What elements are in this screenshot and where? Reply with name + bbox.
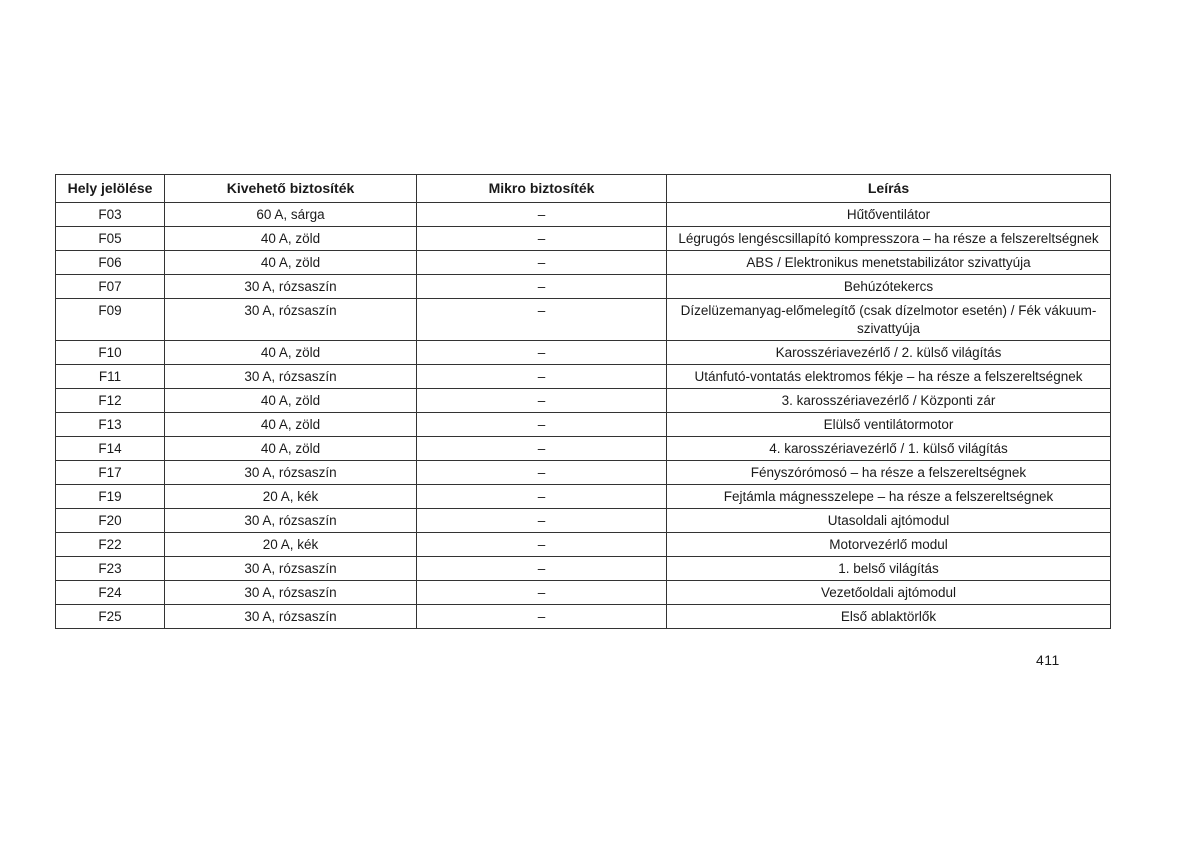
cell-micro-fuse: – <box>417 605 667 629</box>
cell-position: F24 <box>56 581 165 605</box>
cell-removable-fuse: 30 A, rózsaszín <box>165 581 417 605</box>
cell-position: F11 <box>56 365 165 389</box>
cell-removable-fuse: 40 A, zöld <box>165 437 417 461</box>
cell-position: F22 <box>56 533 165 557</box>
table-row <box>56 413 1111 437</box>
cell-position: F09 <box>56 299 165 341</box>
table-row <box>56 461 1111 485</box>
cell-removable-fuse: 40 A, zöld <box>165 251 417 275</box>
cell-micro-fuse: – <box>417 275 667 299</box>
table-row <box>56 251 1111 275</box>
header-description: Leírás <box>667 175 1111 203</box>
header-removable-fuse: Kivehető biztosíték <box>165 175 417 203</box>
cell-position: F07 <box>56 275 165 299</box>
cell-micro-fuse: – <box>417 533 667 557</box>
cell-position: F25 <box>56 605 165 629</box>
cell-position: F03 <box>56 203 165 227</box>
cell-position: F06 <box>56 251 165 275</box>
cell-description: Utasoldali ajtómodul <box>667 509 1111 533</box>
table-row <box>56 275 1111 299</box>
cell-description: Fejtámla mágnesszelepe – ha része a felszereltségnek <box>667 485 1111 509</box>
cell-position: F14 <box>56 437 165 461</box>
cell-micro-fuse: – <box>417 251 667 275</box>
cell-description: Karosszériavezérlő / 2. külső világítás <box>667 341 1111 365</box>
cell-micro-fuse: – <box>417 413 667 437</box>
cell-micro-fuse: – <box>417 557 667 581</box>
cell-micro-fuse: – <box>417 509 667 533</box>
cell-description: Légrugós lengéscsillapító kompresszora – ha része a felszereltségnek <box>667 227 1111 251</box>
table-row <box>56 389 1111 413</box>
cell-removable-fuse: 40 A, zöld <box>165 227 417 251</box>
cell-position: F05 <box>56 227 165 251</box>
table-row <box>56 485 1111 509</box>
cell-removable-fuse: 30 A, rózsaszín <box>165 509 417 533</box>
page-number: 411 <box>1036 652 1060 668</box>
cell-description: Hűtőventilátor <box>667 203 1111 227</box>
table-row <box>56 533 1111 557</box>
table-row <box>56 365 1111 389</box>
fuse-table-body <box>56 203 1111 629</box>
cell-removable-fuse: 40 A, zöld <box>165 413 417 437</box>
cell-description: Behúzótekercs <box>667 275 1111 299</box>
cell-micro-fuse: – <box>417 299 667 341</box>
fuse-table-header <box>56 175 1111 203</box>
header-position: Hely jelölése <box>56 175 165 203</box>
cell-position: F10 <box>56 341 165 365</box>
cell-description: Utánfutó-vontatás elektromos fékje – ha része a felszereltségnek <box>667 365 1111 389</box>
cell-removable-fuse: 30 A, rózsaszín <box>165 365 417 389</box>
table-row <box>56 299 1111 341</box>
cell-micro-fuse: – <box>417 389 667 413</box>
cell-micro-fuse: – <box>417 227 667 251</box>
cell-description: Első ablaktörlők <box>667 605 1111 629</box>
cell-position: F12 <box>56 389 165 413</box>
cell-description: Vezetőoldali ajtómodul <box>667 581 1111 605</box>
cell-position: F17 <box>56 461 165 485</box>
table-row <box>56 581 1111 605</box>
table-row <box>56 341 1111 365</box>
table-row <box>56 509 1111 533</box>
cell-removable-fuse: 40 A, zöld <box>165 341 417 365</box>
cell-position: F19 <box>56 485 165 509</box>
table-row <box>56 203 1111 227</box>
cell-description: Fényszórómosó – ha része a felszereltségnek <box>667 461 1111 485</box>
cell-micro-fuse: – <box>417 437 667 461</box>
cell-removable-fuse: 60 A, sárga <box>165 203 417 227</box>
cell-position: F20 <box>56 509 165 533</box>
cell-removable-fuse: 40 A, zöld <box>165 389 417 413</box>
cell-description: ABS / Elektronikus menetstabilizátor szivattyúja <box>667 251 1111 275</box>
table-row <box>56 437 1111 461</box>
cell-position: F23 <box>56 557 165 581</box>
fuse-table <box>55 174 1111 629</box>
cell-description: Motorvezérlő modul <box>667 533 1111 557</box>
cell-micro-fuse: – <box>417 365 667 389</box>
table-row <box>56 605 1111 629</box>
cell-removable-fuse: 30 A, rózsaszín <box>165 299 417 341</box>
header-row <box>56 175 1111 203</box>
cell-micro-fuse: – <box>417 203 667 227</box>
cell-description: 4. karosszériavezérlő / 1. külső világítás <box>667 437 1111 461</box>
header-micro-fuse: Mikro biztosíték <box>417 175 667 203</box>
table-row <box>56 557 1111 581</box>
cell-micro-fuse: – <box>417 485 667 509</box>
cell-description: 3. karosszériavezérlő / Központi zár <box>667 389 1111 413</box>
table-row <box>56 227 1111 251</box>
cell-description: 1. belső világítás <box>667 557 1111 581</box>
cell-removable-fuse: 30 A, rózsaszín <box>165 605 417 629</box>
cell-removable-fuse: 30 A, rózsaszín <box>165 461 417 485</box>
cell-micro-fuse: – <box>417 461 667 485</box>
cell-description: Elülső ventilátormotor <box>667 413 1111 437</box>
cell-removable-fuse: 20 A, kék <box>165 533 417 557</box>
cell-description: Dízelüzemanyag-előmelegítő (csak dízelmotor esetén) / Fék vákuum-szivattyúja <box>667 299 1111 341</box>
cell-micro-fuse: – <box>417 581 667 605</box>
cell-removable-fuse: 30 A, rózsaszín <box>165 275 417 299</box>
cell-removable-fuse: 20 A, kék <box>165 485 417 509</box>
cell-removable-fuse: 30 A, rózsaszín <box>165 557 417 581</box>
cell-micro-fuse: – <box>417 341 667 365</box>
cell-position: F13 <box>56 413 165 437</box>
